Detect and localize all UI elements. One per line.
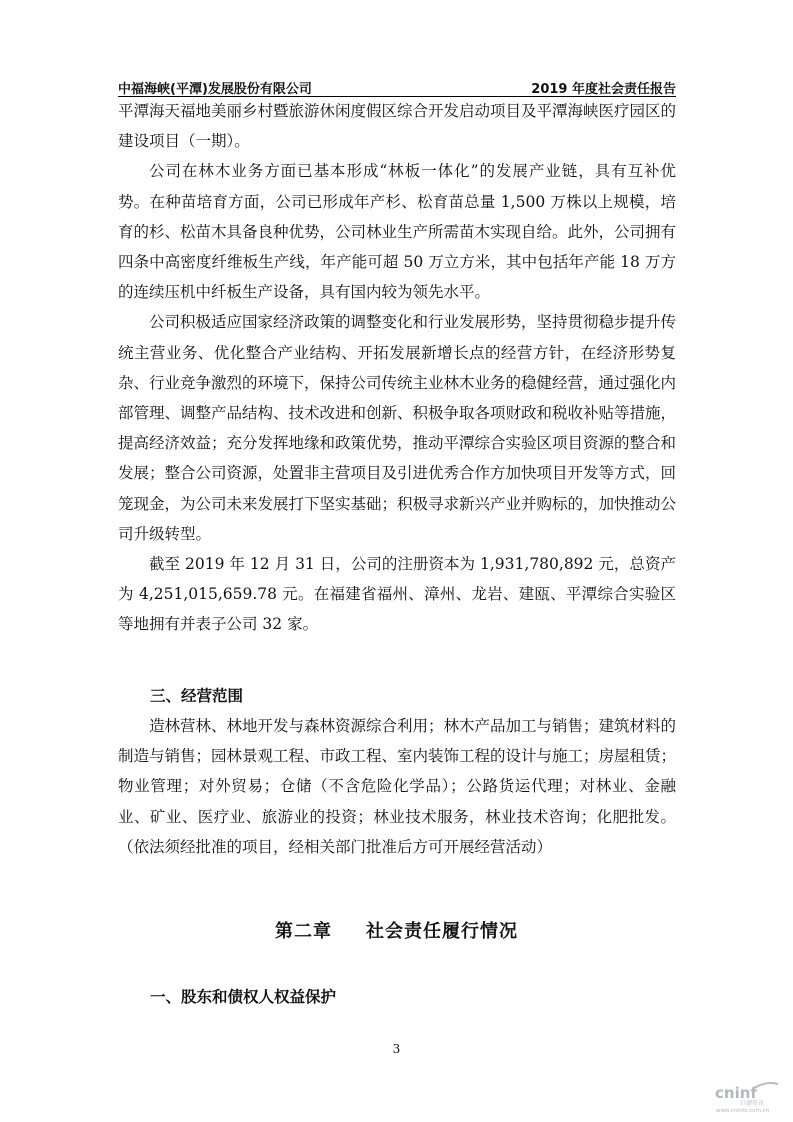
paragraph-strategy: 公司积极适应国家经济政策的调整变化和行业发展形势，坚持贯彻稳步提升传统主营业务、优化整合产业结构、开拓发展新增长点的经营方针，在经济形势复杂、行业竞争激烈的环境下，保持公司传统主业林木业务的稳健经营，通过强化内部管理、调整产品结构、技术改进和创新、积极争取各项财政和税收补贴等措施，提高经济效益；充分发挥地缘和政策优势，推动平潭综合实验区项目资源的整合和发展；整合公司资源，处置非主营项目及引进优秀合作方加快项目开发等方式，回笼现金，为公司未来发展打下坚实基础；积极寻求新兴产业并购标的，加快推动公司升级转型。 <box>118 313 677 543</box>
paragraph-business-scope: 造林营林、林地开发与森林资源综合利用；林木产品加工与销售；建筑材料的制造与销售；园林景观工程、市政工程、室内装饰工程的设计与施工；房屋租赁；物业管理；对外贸易；仓储（不含危险化学品）；公路货运代理；对林业、金融业、矿业、医疗业、旅游业的投资；林业技术服务，林业技术咨询；化肥批发。（依法须经批准的项目，经相关部门批准后方可开展经营活动） <box>118 717 677 856</box>
logo-main-text: cninf <box>715 1084 757 1102</box>
chapter-title: 社会责任履行情况 <box>366 921 518 942</box>
page-header <box>118 76 676 97</box>
cninfo-logo <box>712 1080 782 1114</box>
header-company: 中福海峡(平潭)发展股份有限公司 <box>118 82 312 97</box>
paragraph-forestry: 公司在林木业务方面已基本形成“林板一体化”的发展产业链，具有互补优势。在种苗培育方面，公司已形成年产杉、松育苗总量 1,500 万株以上规模，培育的杉、松苗木具备良种优势，公司林业生产所需苗木实现自给。此外，公司拥有四条中高密度纤维板生产线，年产能可超 50 万立方米，其中包括年产能 18 万方的连续压机中纤板生产设备，具有国内较为领先水平。 <box>118 162 677 302</box>
intro-text <box>118 96 676 640</box>
paragraph-capital: 截至 2019 年 12 月 31 日，公司的注册资本为 1,931,780,892 元，总资产为 4,251,015,659.78 元。在福建省福州、漳州、龙岩、建瓯、平潭综合实验区等地拥有并表子公司 32 家。 <box>118 555 676 634</box>
paragraph-continued: 平潭海天福地美丽乡村暨旅游休闲度假区综合开发启动项目及平潭海峡医疗园区的建设项目（一期）。 <box>118 102 677 151</box>
logo-url-text: www.cninfo.com.cn <box>716 1108 770 1114</box>
chapter-heading <box>0 917 793 943</box>
header-report-title: 2019 年度社会责任报告 <box>531 82 676 97</box>
logo-sub-text: 巨潮资讯 <box>740 1100 765 1107</box>
logo-swoosh-icon <box>756 1083 778 1087</box>
section-business-scope-heading: 三、经营范围 <box>150 687 244 705</box>
section-shareholder-heading: 一、股东和债权人权益保护 <box>150 988 337 1006</box>
chapter-number: 第二章 <box>275 921 332 942</box>
business-scope-text <box>118 711 676 862</box>
page-number: 3 <box>392 1042 401 1056</box>
